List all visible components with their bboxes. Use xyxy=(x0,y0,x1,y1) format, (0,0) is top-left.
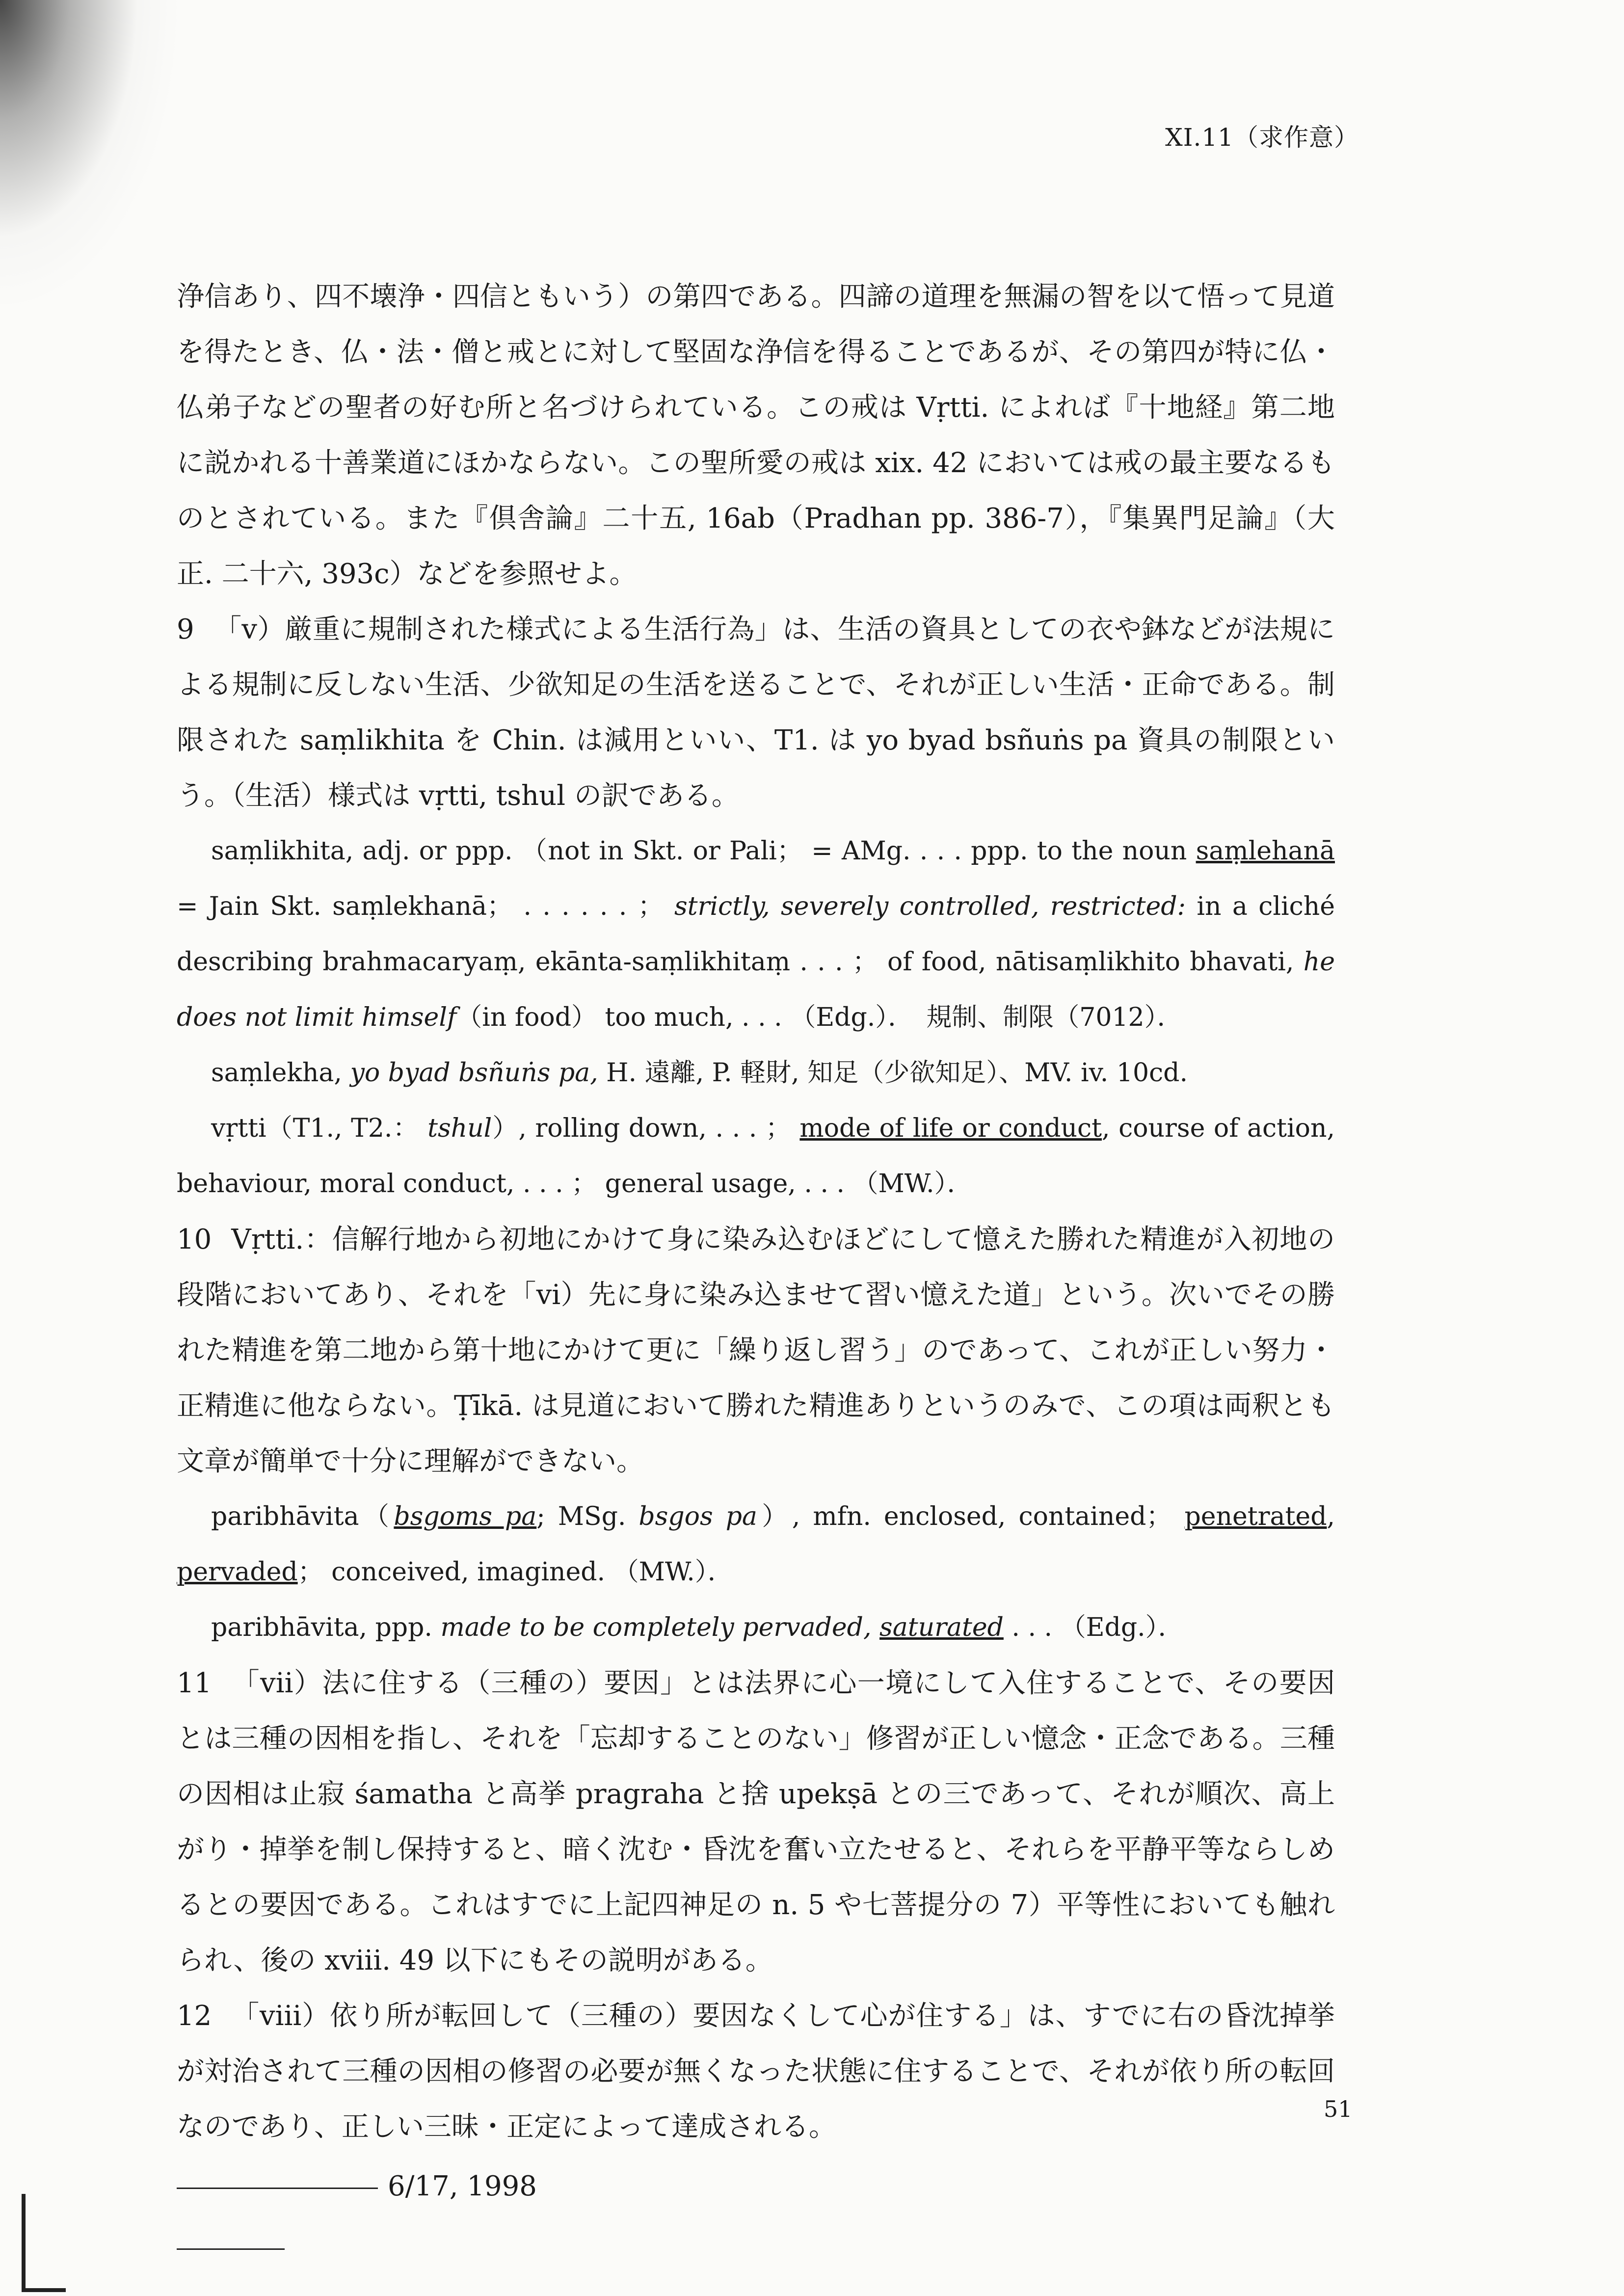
gloss-underlined: mode of life or conduct xyxy=(799,1114,1102,1143)
gloss-text: H. 遠離, P. 軽財, 知足（少欲知足）、MV. iv. 10cd. xyxy=(598,1058,1188,1088)
note-text: Vṛtti.：信解行地から初地にかけて身に染み込むほどにして憶えた勝れた精進が入初地の段階においてあり、それを「vi）先に身に染み込ませて習い憶えた道」という。次いでその勝れた精進を第二地から第十地にかけて更に「繰り返し習う」のであって、これが正しい努力・正精進に他ならない。Ṭīkā. は見道において勝れた精進ありというのみで、この項は両釈とも文章が簡単で十分に理解ができない。 xyxy=(177,1224,1335,1477)
gloss-text: ）, mfn. enclosed, contained； xyxy=(757,1502,1185,1531)
gloss-samlekha xyxy=(177,1045,1335,1101)
gloss-text: saṃlekha, xyxy=(211,1058,350,1088)
gloss-underlined: saturated xyxy=(879,1613,1004,1642)
gloss-italic: strictly, severely controlled, restricted: xyxy=(674,892,1186,921)
gloss-text: saṃlikhita, adj. or ppp. （not in Skt. or Pali； = AMg. . . . ppp. to the noun xyxy=(211,836,1196,866)
gloss-italic: bsgos pa xyxy=(639,1502,757,1531)
date: 6/17, 1998 xyxy=(388,2170,537,2202)
gloss-underlined: pervaded xyxy=(177,1557,298,1587)
gloss-italic: tshul xyxy=(427,1114,492,1143)
gloss-text: . . . （Edg.）． xyxy=(1003,1613,1184,1642)
note-text: 「viii）依り所が転回して（三種の）要因なくして心が住する」は、すでに右の昏沈掉挙が対治されて三種の因相の修習の必要が無くなった状態に住することで、それが依り所の転回なのであり、正しい三昧・正定によって達成される。 xyxy=(177,2000,1335,2143)
note-text: 「v）厳重に規制された様式による生活行為」は、生活の資具としての衣や鉢などが法規による規制に反しない生活、少欲知足の生活を送ることで、それが正しい生活・正命である。制限された saṃlikhita を Chin. は減用といい、T1. は yo byad bsñuṅs pa 資具の制限という。（生活）様式は vṛtti, tshul の訳である。 xyxy=(177,614,1335,812)
date-line xyxy=(177,2159,1335,2214)
gloss-text: ; MSg. xyxy=(536,1502,639,1531)
gloss-text: ）, rolling down, . . . ； xyxy=(492,1114,800,1143)
gloss-text: paribhāvita, ppp. xyxy=(211,1613,441,1642)
gloss-italic: yo byad bsñuṅs pa, xyxy=(350,1058,598,1088)
gloss-italic: made to be completely pervaded, xyxy=(440,1613,880,1642)
note-number: 10 xyxy=(177,1224,212,1255)
gloss-underlined: penetrated xyxy=(1184,1502,1327,1531)
note-12 xyxy=(177,1988,1335,2155)
running-head: XI.11（求作意） xyxy=(1165,123,1359,152)
note-9 xyxy=(177,602,1335,824)
note-number: 11 xyxy=(177,1667,212,1699)
note-number: 12 xyxy=(177,2000,212,2032)
paragraph-continuation: 浄信あり、四不壊浄・四信ともいう）の第四である。四諦の道理を無漏の智を以て悟って見道を得たとき、仏・法・僧と戒とに対して堅固な浄信を得ることであるが、その第四が特に仏・仏弟子などの聖者の好む所と名づけられている。この戒は Vṛtti. によれば『十地経』第二地に説かれる十善業道にほかならない。この聖所愛の戒は xix. 42 においては戒の最主要なるものとされている。また『倶舎論』二十五, 16ab（Pradhan pp. 386-7），『集異門足論』（大正. 二十六, 393c）などを参照せよ。 xyxy=(177,281,1335,590)
gloss-text: in a cliché describing brahmacaryaṃ, ekānta-saṃlikhitaṃ . . . ； of food, nātisaṃlikhito bhavati, xyxy=(177,892,1335,977)
footnote-rule xyxy=(177,2248,285,2250)
crop-mark xyxy=(22,2288,66,2292)
gloss-samlikhita xyxy=(177,824,1335,1045)
page-number: 51 xyxy=(1324,2096,1353,2122)
note-text: 「vii）法に住する（三種の）要因」とは法界に心一境にして入住することで、その要因とは三種の因相を指し、それを「忘却することのない」修習が正しい憶念・正念である。三種の因相は止寂 śamatha と高挙 pragraha と捨 upekṣā との三であって、それが順次、高上がり・掉挙を制し保持すると、暗く沈む・昏沈を奮い立たせると、それらを平静平等ならしめるとの要因である。これはすでに上記四神足の n. 5 や七菩提分の 7）平等性においても触れられ、後の xviii. 49 以下にもその説明がある。 xyxy=(177,1667,1335,1976)
note-number: 9 xyxy=(177,614,194,645)
gloss-text: （in food） too much, . . . （Edg.）． 規制、制限（7012）． xyxy=(456,1003,1183,1032)
gloss-text: , xyxy=(1327,1502,1335,1531)
note-10 xyxy=(177,1212,1335,1489)
crop-mark xyxy=(22,2194,26,2292)
gloss-text: , course of action, behaviour, moral conduct, . . . ； general usage, . . . （MW.）． xyxy=(177,1114,1335,1199)
gloss-underlined: saṃlehanā xyxy=(1196,836,1335,866)
gloss-paribhavita-edg xyxy=(177,1600,1335,1655)
gloss-text: ； conceived, imagined. （MW.）． xyxy=(297,1557,733,1587)
scan-edge-shadow xyxy=(0,0,177,304)
gloss-text: vṛtti（T1., T2.： xyxy=(211,1114,428,1143)
gloss-text: = Jain Skt. saṃlekhanā； . . . . . . ； xyxy=(177,892,674,921)
gloss-paribhavita-mw xyxy=(177,1489,1335,1600)
gloss-italic: bsgoms pa xyxy=(394,1502,537,1531)
gloss-vrtti xyxy=(177,1101,1335,1212)
gloss-text: paribhāvita（ xyxy=(211,1502,394,1531)
note-11 xyxy=(177,1655,1335,1988)
date-rule xyxy=(177,2188,378,2189)
page-body xyxy=(177,269,1335,2250)
gloss-italic: he does not limit himself xyxy=(177,947,1335,1032)
